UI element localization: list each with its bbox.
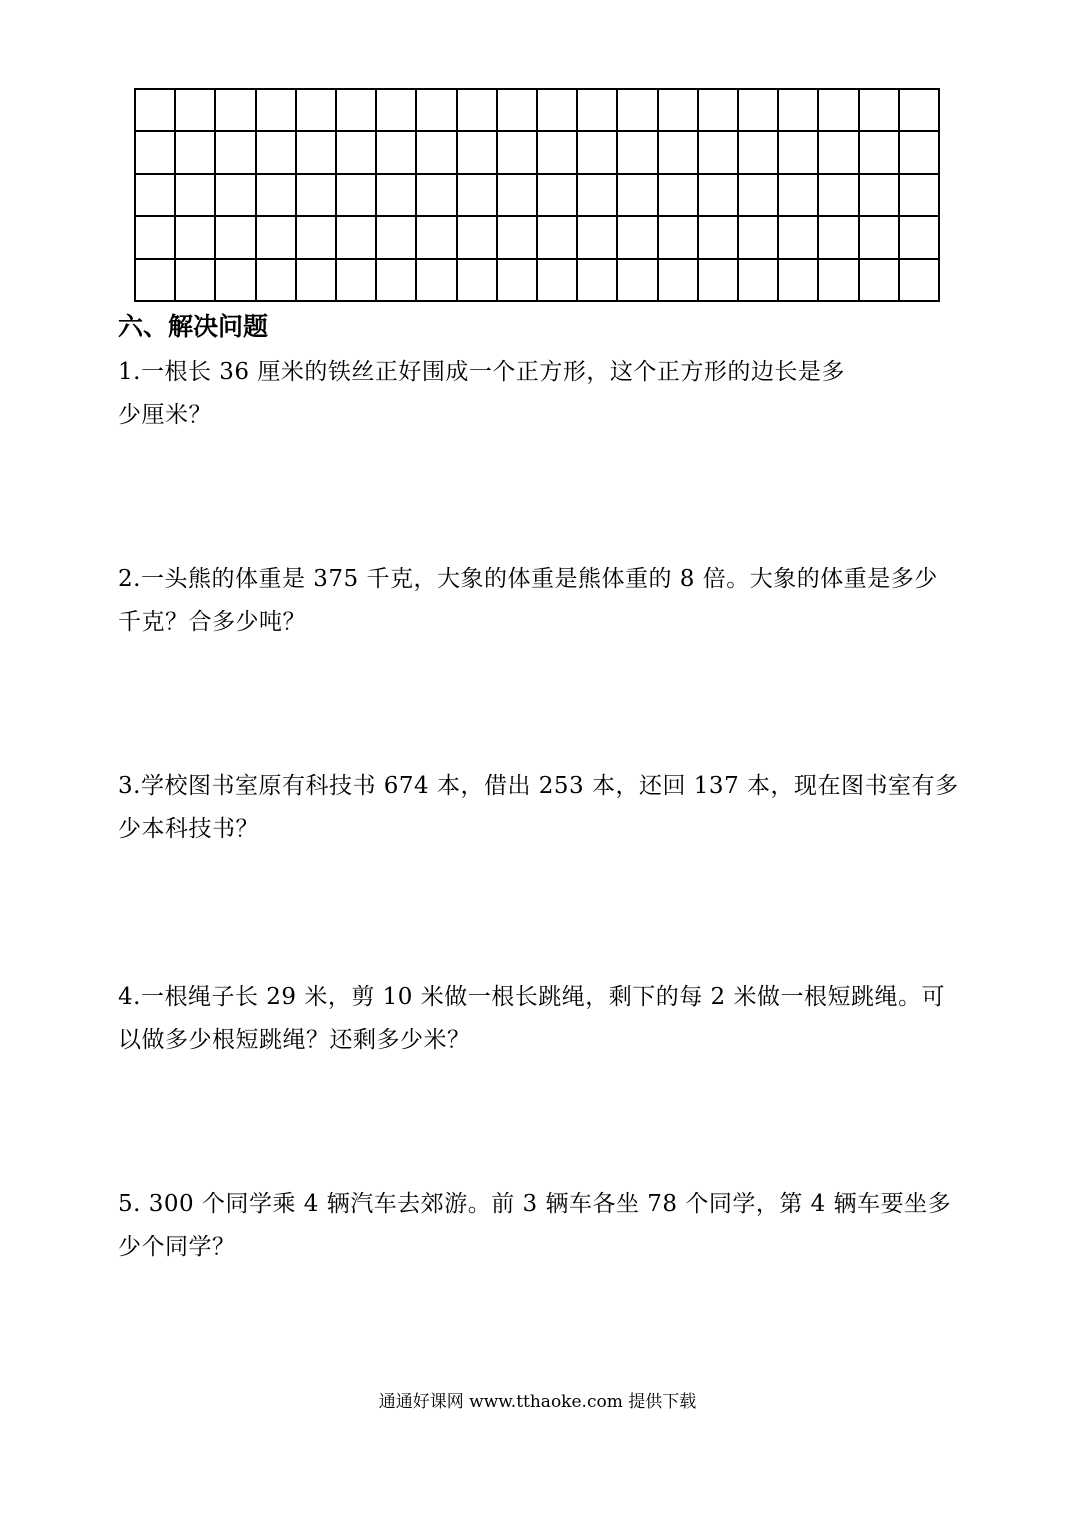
- grid-cell: [858, 173, 898, 215]
- grid-cell: [616, 258, 656, 300]
- grid-cell: [415, 88, 455, 130]
- grid-cell: [134, 88, 174, 130]
- grid-cell: [737, 215, 777, 257]
- problem-3: [118, 765, 968, 851]
- grid-cell: [777, 130, 817, 172]
- grid-cell: [616, 88, 656, 130]
- grid-cell: [295, 130, 335, 172]
- grid-cell: [697, 258, 737, 300]
- grid-cell: [576, 173, 616, 215]
- problem-2-line-2: 千克？合多少吨？: [118, 609, 306, 635]
- section-title: 六、解决问题: [118, 312, 269, 341]
- grid-cell: [737, 173, 777, 215]
- problem-1-line-2: 少厘米？: [118, 402, 212, 428]
- grid-cell: [214, 258, 254, 300]
- grid-cell: [576, 215, 616, 257]
- grid-cell: [255, 173, 295, 215]
- grid-cell: [817, 258, 857, 300]
- problem-5: [118, 1183, 968, 1269]
- grid-cell: [616, 130, 656, 172]
- writing-grid: [134, 88, 940, 302]
- grid-cell: [335, 173, 375, 215]
- grid-cell: [898, 173, 938, 215]
- problem-4-line-1: 4.一根绳子长 29 米，剪 10 米做一根长跳绳，剩下的每 2 米做一根短跳绳。可: [118, 984, 945, 1010]
- grid-cell: [456, 173, 496, 215]
- grid-cell: [817, 173, 857, 215]
- problem-5-line-2: 少个同学？: [118, 1234, 236, 1260]
- grid-cell: [335, 215, 375, 257]
- grid-cell: [737, 88, 777, 130]
- grid-cell: [858, 215, 898, 257]
- grid-cell: [456, 130, 496, 172]
- grid-cell: [174, 130, 214, 172]
- problem-5-line-1: 5. 300 个同学乘 4 辆汽车去郊游。前 3 辆车各坐 78 个同学，第 4 辆车要坐多: [118, 1191, 952, 1217]
- problem-1: [118, 351, 968, 437]
- grid-cell: [777, 258, 817, 300]
- grid-cell: [858, 258, 898, 300]
- grid-cell: [898, 215, 938, 257]
- grid-cell: [536, 258, 576, 300]
- grid-cell: [335, 130, 375, 172]
- grid-cell: [415, 130, 455, 172]
- grid-cell: [616, 215, 656, 257]
- grid-cell: [616, 173, 656, 215]
- grid-cell: [375, 173, 415, 215]
- grid-cell: [817, 130, 857, 172]
- problem-1-line-1: 1.一根长 36 厘米的铁丝正好围成一个正方形，这个正方形的边长是多: [118, 359, 845, 385]
- grid-cell: [898, 88, 938, 130]
- grid-cell: [858, 130, 898, 172]
- grid-cell: [697, 215, 737, 257]
- grid-cell: [496, 258, 536, 300]
- grid-cell: [697, 130, 737, 172]
- grid-cell: [295, 258, 335, 300]
- grid-cell: [295, 88, 335, 130]
- grid-cell: [496, 173, 536, 215]
- grid-cell: [214, 88, 254, 130]
- grid-cell: [456, 88, 496, 130]
- grid-cell: [456, 215, 496, 257]
- grid-cell: [817, 88, 857, 130]
- grid-cell: [255, 215, 295, 257]
- grid-cell: [134, 130, 174, 172]
- grid-cell: [898, 130, 938, 172]
- grid-cell: [496, 215, 536, 257]
- grid-cell: [295, 173, 335, 215]
- grid-cell: [295, 215, 335, 257]
- problem-2: [118, 558, 968, 644]
- problem-3-line-2: 少本科技书？: [118, 816, 259, 842]
- grid-cell: [657, 130, 697, 172]
- grid-cell: [576, 88, 616, 130]
- grid-cell: [335, 88, 375, 130]
- grid-cell: [496, 88, 536, 130]
- grid-cell: [858, 88, 898, 130]
- grid-cell: [415, 173, 455, 215]
- problem-3-line-1: 3.学校图书室原有科技书 674 本，借出 253 本，还回 137 本，现在图书室有多: [118, 773, 959, 799]
- footer-text: 通通好课网 www.tthaoke.com 提供下载: [378, 1392, 697, 1412]
- grid-cell: [415, 215, 455, 257]
- grid-cell: [255, 258, 295, 300]
- grid-cell: [898, 258, 938, 300]
- grid-cell: [255, 130, 295, 172]
- grid-cell: [335, 258, 375, 300]
- grid-cell: [375, 88, 415, 130]
- grid-cell: [536, 88, 576, 130]
- grid-cell: [174, 173, 214, 215]
- grid-cell: [657, 258, 697, 300]
- grid-cell: [415, 258, 455, 300]
- grid-cell: [174, 215, 214, 257]
- problem-4: [118, 976, 968, 1062]
- grid-cell: [657, 215, 697, 257]
- grid-cell: [737, 130, 777, 172]
- grid-cell: [134, 258, 174, 300]
- grid-cell: [777, 88, 817, 130]
- grid-cell: [496, 130, 536, 172]
- grid-cell: [817, 215, 857, 257]
- grid-cell: [536, 215, 576, 257]
- problem-4-line-2: 以做多少根短跳绳？还剩多少米？: [118, 1027, 471, 1053]
- grid-cell: [134, 173, 174, 215]
- grid-cell: [777, 215, 817, 257]
- grid-cell: [456, 258, 496, 300]
- grid-cell: [214, 130, 254, 172]
- grid-cell: [214, 215, 254, 257]
- grid-cell: [375, 258, 415, 300]
- grid-cell: [536, 173, 576, 215]
- grid-cell: [174, 88, 214, 130]
- grid-cell: [576, 130, 616, 172]
- grid-cell: [375, 215, 415, 257]
- grid-cell: [697, 173, 737, 215]
- grid-cell: [174, 258, 214, 300]
- grid-cell: [214, 173, 254, 215]
- grid-cell: [657, 173, 697, 215]
- grid-cell: [375, 130, 415, 172]
- grid-cell: [777, 173, 817, 215]
- grid-cell: [576, 258, 616, 300]
- grid-cell: [697, 88, 737, 130]
- grid-cell: [255, 88, 295, 130]
- problem-2-line-1: 2.一头熊的体重是 375 千克，大象的体重是熊体重的 8 倍。大象的体重是多少: [118, 566, 938, 592]
- grid-cell: [737, 258, 777, 300]
- grid-cell: [134, 215, 174, 257]
- grid-cell: [536, 130, 576, 172]
- grid-cell: [657, 88, 697, 130]
